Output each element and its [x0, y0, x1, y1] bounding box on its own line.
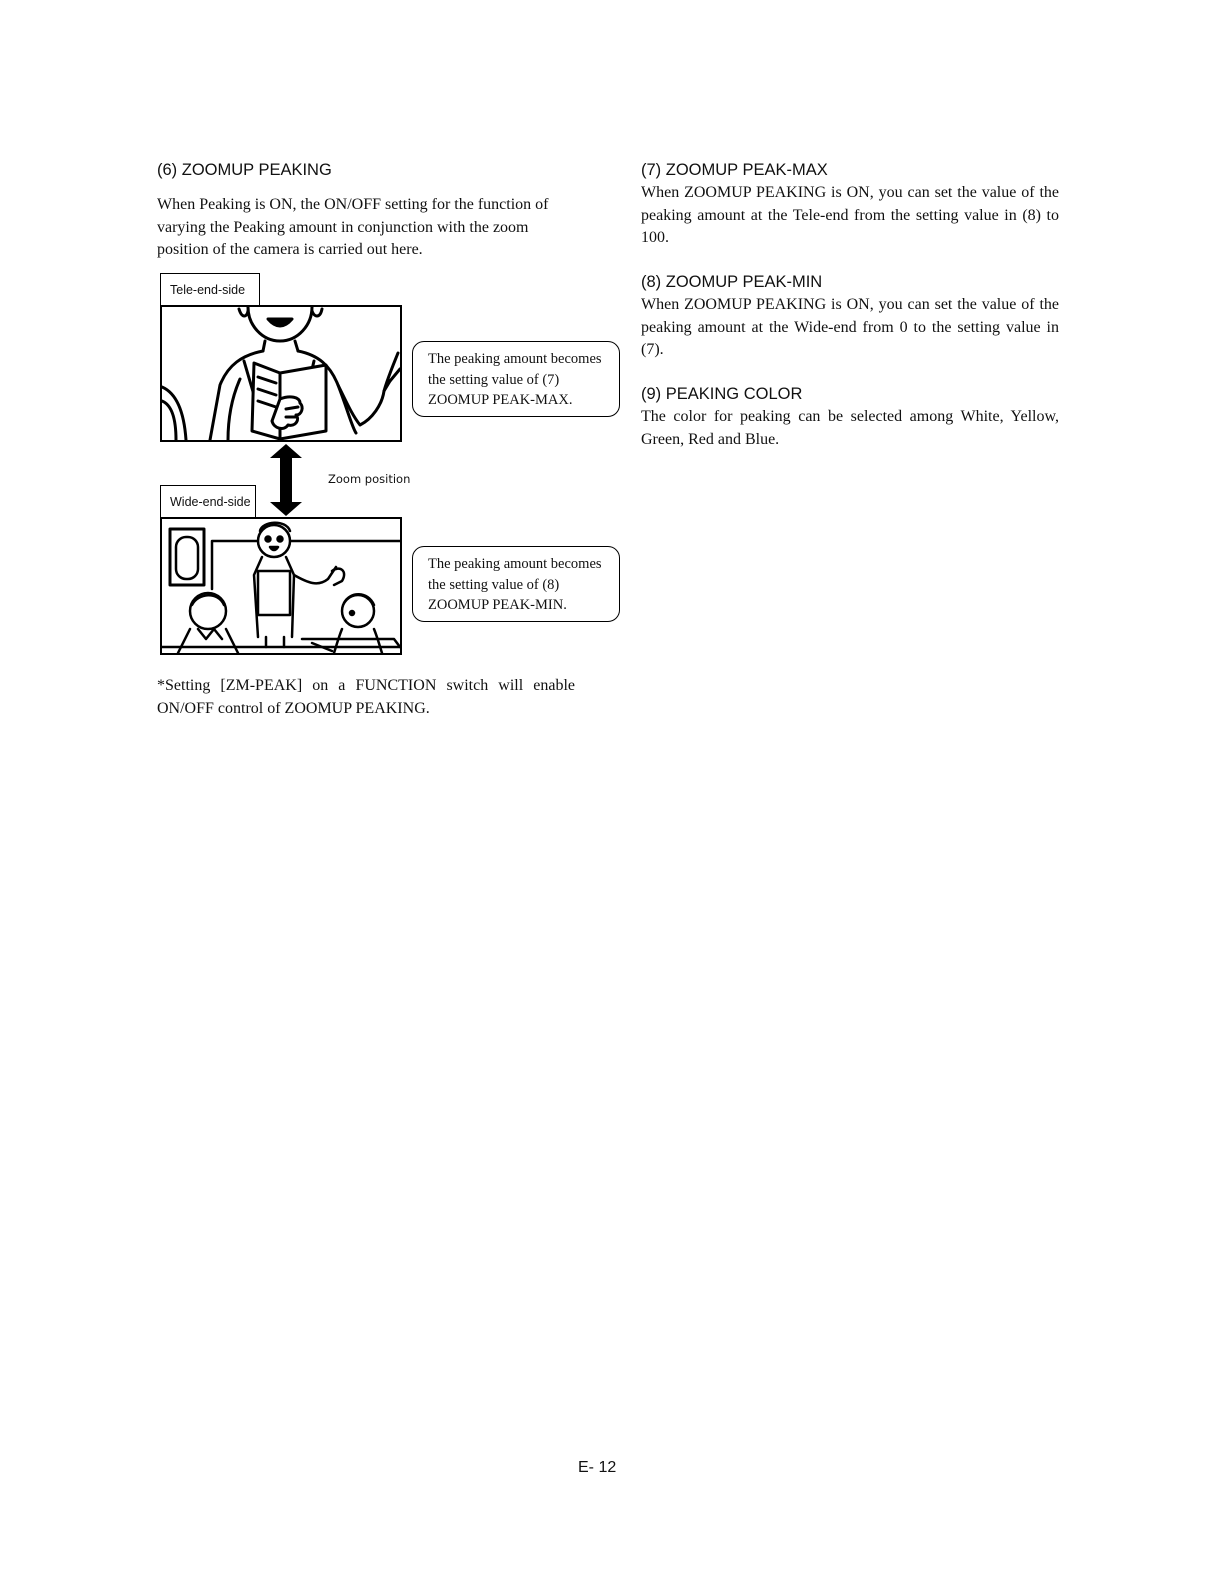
- classroom-wide-drawing: [162, 519, 400, 653]
- tele-callout-line-1: The peaking amount becomes: [428, 351, 602, 367]
- section-heading-zoomup-peaking: (6) ZOOMUP PEAKING: [157, 161, 332, 179]
- peak-min-body: When ZOOMUP PEAKING is ON, you can set the value of the peaking amount at the Wide-end from 0 to the setting value in (7).: [641, 296, 1059, 358]
- wide-callout-line-2: the setting value of (8): [428, 576, 560, 593]
- tele-end-side-label: Tele-end-side: [160, 273, 260, 306]
- peak-max-body: When ZOOMUP PEAKING is ON, you can set the value of the peaking amount at the Tele-end from the setting value in (8) to 100.: [641, 184, 1059, 246]
- peaking-color-body: The color for peaking can be selected among White, Yellow, Green, Red and Blue.: [641, 408, 1059, 448]
- wide-end-illustration: [160, 517, 402, 655]
- double-arrow-icon: [266, 444, 306, 516]
- tele-callout-line-3: ZOOMUP PEAK-MAX.: [428, 392, 573, 408]
- section-heading-peak-min: (8) ZOOMUP PEAK-MIN: [641, 273, 823, 291]
- wide-end-side-label: Wide-end-side: [160, 485, 256, 518]
- zoom-position-label: Zoom position: [328, 472, 411, 486]
- tele-callout: [412, 341, 620, 417]
- tele-end-illustration: [160, 305, 402, 442]
- wide-callout-line-3: ZOOMUP PEAK-MIN.: [428, 597, 567, 613]
- teacher-closeup-drawing: [162, 307, 400, 440]
- section-heading-peaking-color: (9) PEAKING COLOR: [641, 385, 803, 403]
- wide-callout: [412, 546, 620, 622]
- zoomup-peaking-intro: When Peaking is ON, the ON/OFF setting for the function of varying the Peaking amount in conjunction with the zoom position of the camera is carried out here.: [157, 196, 549, 258]
- wide-callout-line-1: The peaking amount becomes: [428, 556, 602, 572]
- function-switch-note: *Setting [ZM-PEAK] on a FUNCTION switch will enable ON/OFF control of ZOOMUP PEAKING.: [157, 677, 575, 717]
- section-heading-peak-max: (7) ZOOMUP PEAK-MAX: [641, 161, 828, 179]
- tele-callout-line-2: the setting value of (7): [428, 371, 560, 388]
- page-number: E- 12: [578, 1459, 617, 1476]
